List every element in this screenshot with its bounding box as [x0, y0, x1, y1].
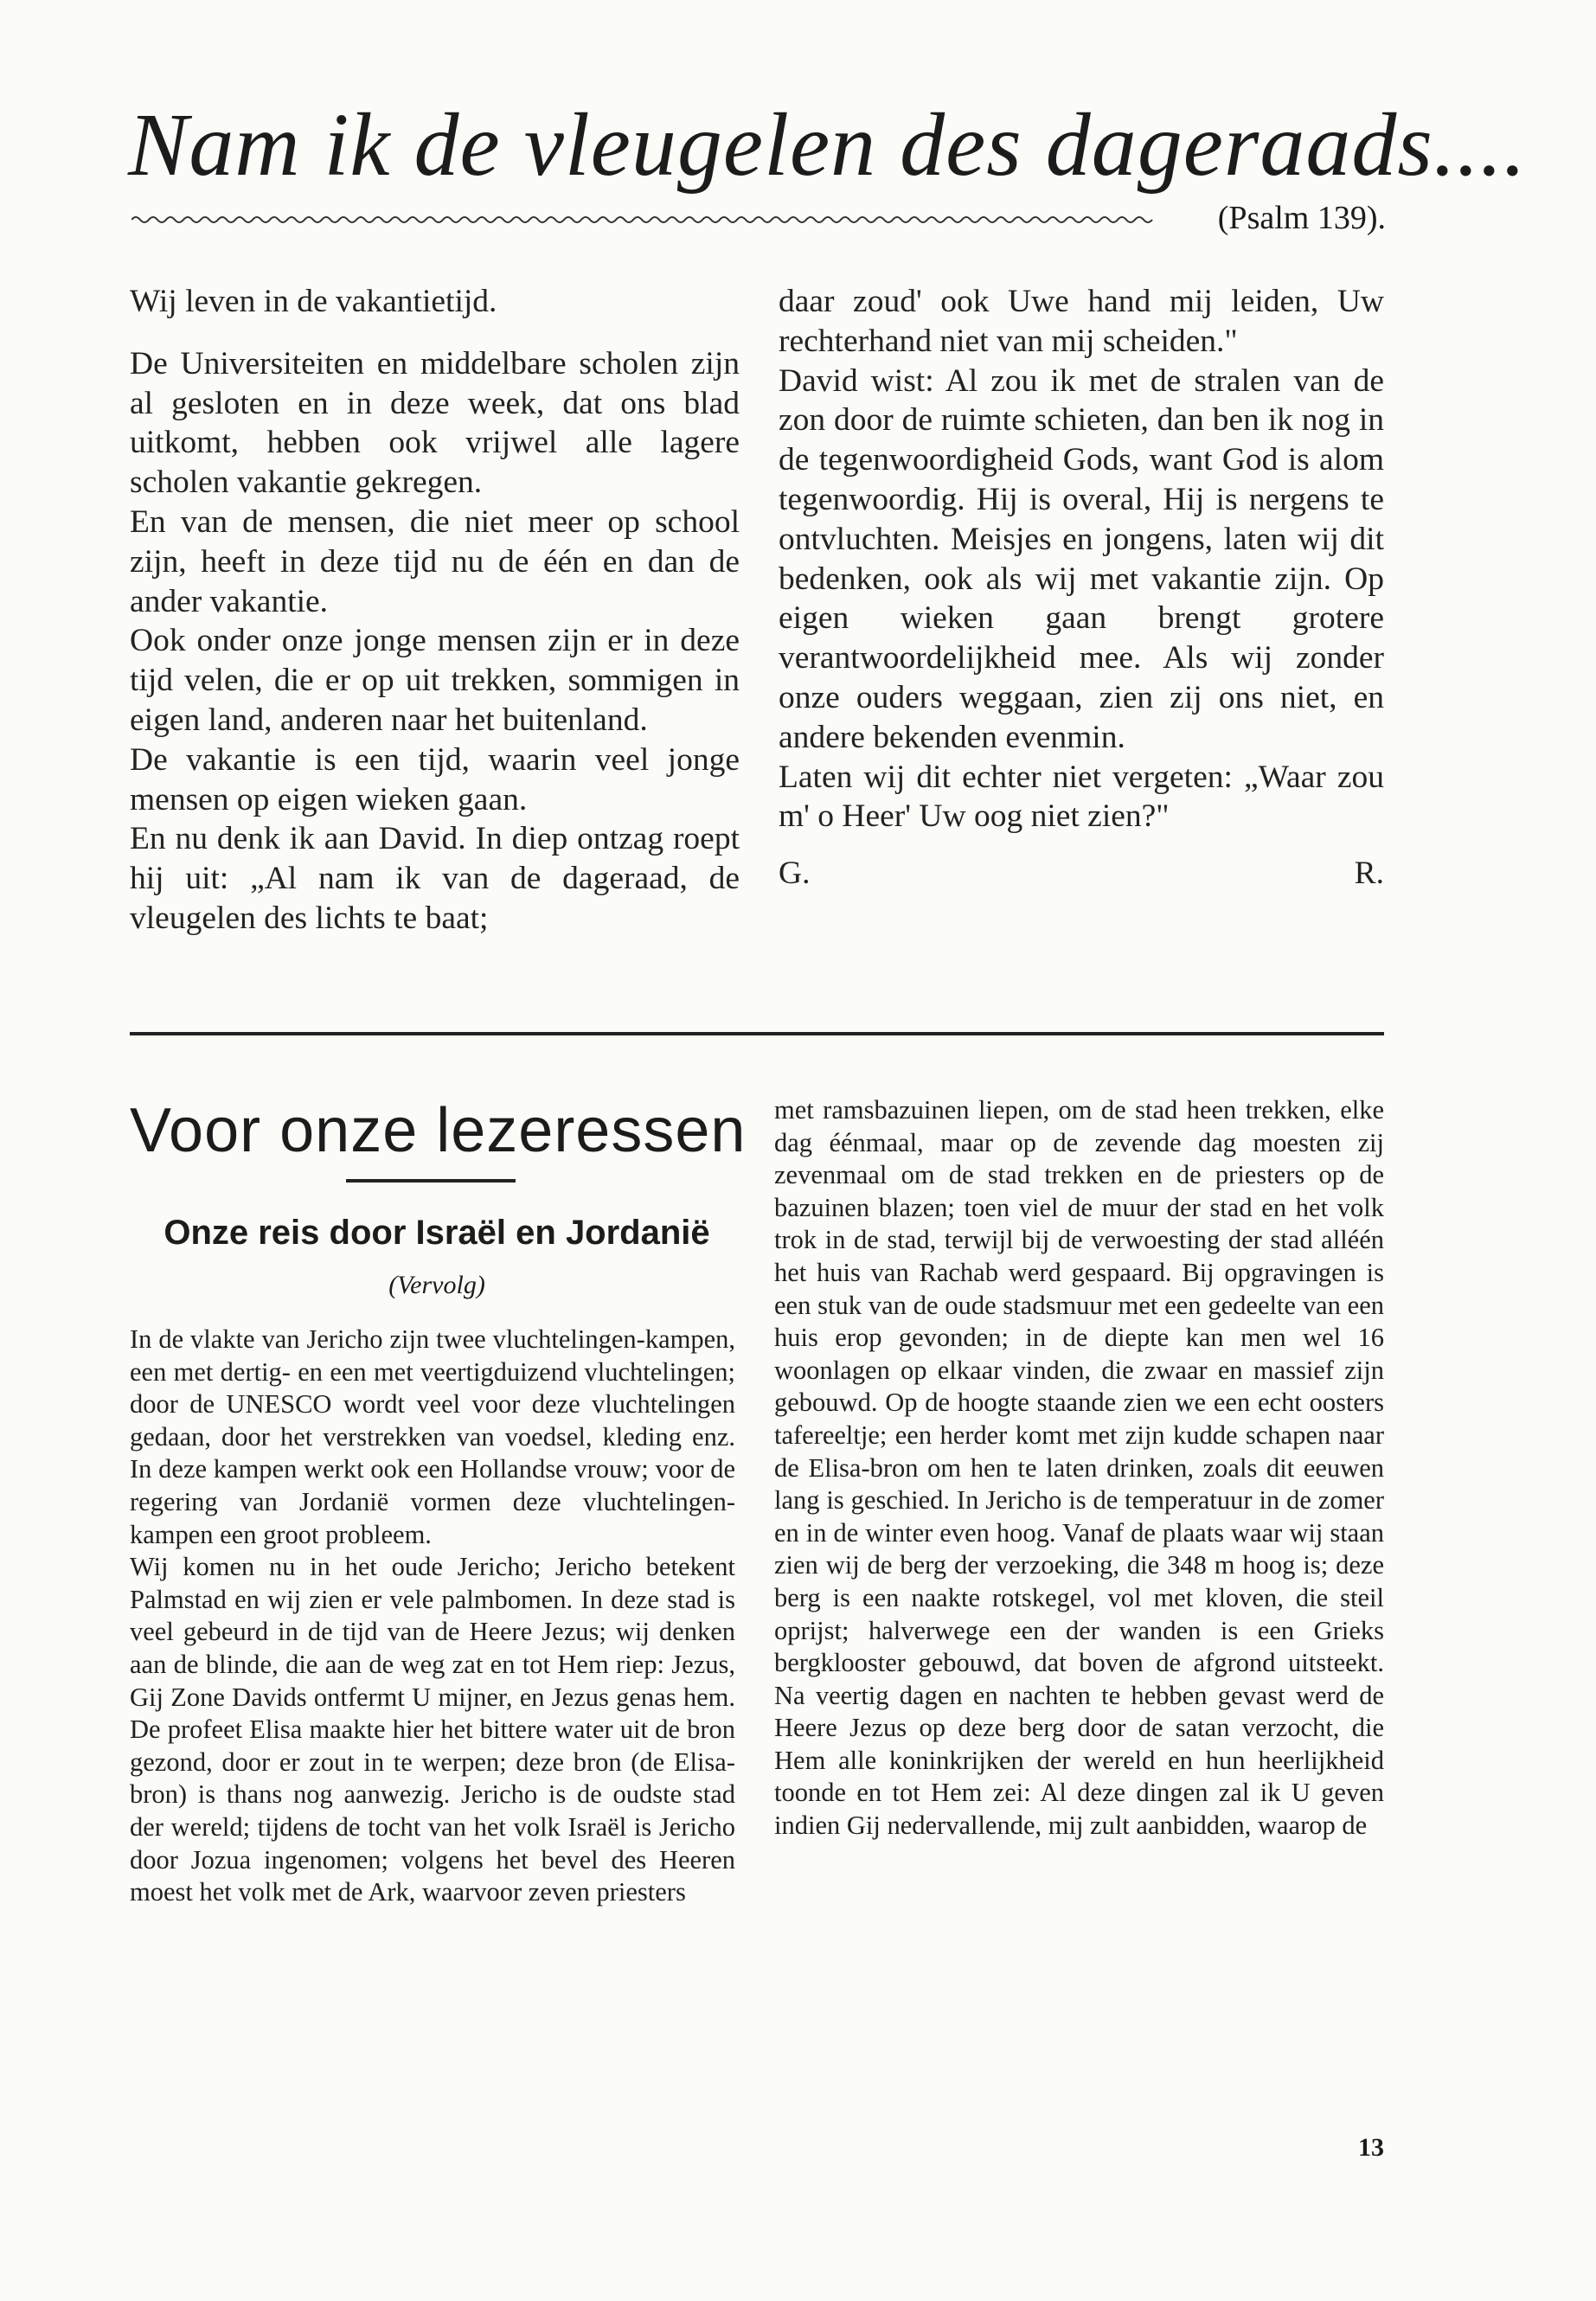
psalm-reference: (Psalm 139).	[1217, 200, 1386, 236]
continued-label: (Vervolg)	[388, 1271, 485, 1299]
signature-initial-right: R.	[1354, 856, 1384, 892]
article-2-title: Voor onze lezeressen	[130, 1096, 747, 1165]
paragraph: Wij leven in de vakantietijd.	[130, 284, 497, 319]
article-2-left-column	[130, 1324, 735, 1909]
paragraph: De vakantie is een tijd, waarin veel jonge mensen op eigen wieken gaan.	[130, 741, 740, 817]
article-2-subtitle: Onze reis door Israël en Jordanië	[163, 1214, 710, 1252]
section-divider	[130, 1032, 1384, 1035]
paragraph: met ramsbazuinen liepen, om de stad heen trekken, elke dag éénmaal, maar op de zevende dag moesten zij zevenmaal om de stad trekken en de priesters op de bazuinen blazen; toen viel de muur der stad en het volk trok in de stad, terwijl bij de verwoesting der stad alléén het huis van Rachab werd gespaard. Bij opgravingen is een stuk van de oude stadsmuur met een gedeelte van een huis erop gevonden; in de diepte kan men wel 16 woonlagen op elkaar vinden, die zwaar en massief zijn gebouwd. Op de hoogte staande zien we een echt oosters tafereeltje; een herder komt met zijn kudde schapen naar de Elisa-bron om hen te laten drinken, zoals dit eeuwen lang is geschied. In Jericho is de temperatuur in de zomer en in de winter even hoog. Vanaf de plaats waar wij staan zien wij de berg der verzoeking, die 348 m hoog is; deze berg is een naakte rotskegel, vol met kloven, die steil oprijst; halverwege een der wanden is een Grieks bergklooster gebouwd, dat boven de afgrond uitsteekt. Na veertig dagen en nachten te hebben gevast werd de Heere Jezus op deze berg door de satan verzocht, die Hem alle koninkrijken der wereld en hun heerlijkheid toonde en tot Hem zei: Al deze dingen zal ik U geven indien Gij nedervallende, mij zult aanbidden, waarop de	[774, 1095, 1384, 1841]
paragraph: Ook onder onze jonge mensen zijn er in deze tijd velen, die er op uit trekken, sommigen in eigen land, anderen naar het buitenland.	[130, 623, 740, 738]
paragraph: daar zoud' ook Uwe hand mij leiden, Uw rechterhand niet van mij scheiden."	[779, 284, 1384, 359]
wavy-rule	[131, 214, 1161, 226]
paragraph: David wist: Al zou ik met de stralen van de zon door de ruimte schieten, dan ben ik nog in de tegenwoordigheid Gods, want God is alom tegenwoordig. Hij is overal, Hij is nergens te ontvluchten. Meisjes en jongens, laten wij dit bedenken, ook als wij met vakantie zijn. Op eigen wieken gaan brengt grotere verantwoordelijkheid mee. Als wij zonder onze ouders weggaan, zien zij ons niet, en andere bekenden evenmin.	[779, 362, 1384, 755]
signature-initial-left: G.	[779, 856, 811, 892]
paragraph: Laten wij dit echter niet vergeten: „Waar zou m' o Heer' Uw oog niet zien?"	[779, 759, 1384, 835]
paragraph: En van de mensen, die niet meer op school zijn, heeft in deze tijd nu de één en dan de ander vakantie.	[130, 503, 740, 619]
signature	[779, 854, 1384, 894]
article-1-title: Nam ik de vleugelen des dageraads....	[128, 95, 1527, 195]
article-1-right-column	[779, 282, 1384, 894]
paragraph: De Universiteiten en middelbare scholen zijn al gesloten en in deze week, dat ons blad uitkomt, hebben ook vrijwel alle lagere scholen vakantie gekregen.	[130, 345, 740, 501]
article-1-left-column	[130, 282, 740, 939]
paragraph: In de vlakte van Jericho zijn twee vluchtelingen-kampen, een met dertig- en een met veertigduizend vluchtelingen; door de UNESCO wordt veel voor deze vluchtelingen gedaan, door het verstrekken van voedsel, kleding enz. In deze kampen werkt ook een Hollandse vrouw; voor de regering van Jordanië vormen deze vluchtelingen-kampen een groot probleem.	[130, 1324, 735, 1549]
page-number: 13	[1358, 2133, 1384, 2162]
paragraph: En nu denk ik aan David. In diep ontzag roept hij uit: „Al nam ik van de dageraad, de vleugelen des lichts te baat;	[130, 821, 740, 936]
title-underline	[346, 1179, 516, 1183]
article-2-right-column	[774, 1094, 1384, 1843]
paragraph: Wij komen nu in het oude Jericho; Jericho betekent Palmstad en wij zien er vele palmbomen. In deze stad is veel gebeurd in de tijd van de Heere Jezus; wij denken aan de blinde, die aan de weg zat en tot Hem riep: Jezus, Gij Zone Davids ontfermt U mijner, en Jezus genas hem. De profeet Elisa maakte hier het bittere water uit de bron gezond, door er zout in te werpen; deze bron (de Elisa-bron) is thans nog aanwezig. Jericho is de oudste stad der wereld; tijdens de tocht van het volk Israël is Jericho door Jozua ingenomen; volgens het bevel des Heeren moest het volk met de Ark, waarvoor zeven priesters	[130, 1552, 735, 1907]
